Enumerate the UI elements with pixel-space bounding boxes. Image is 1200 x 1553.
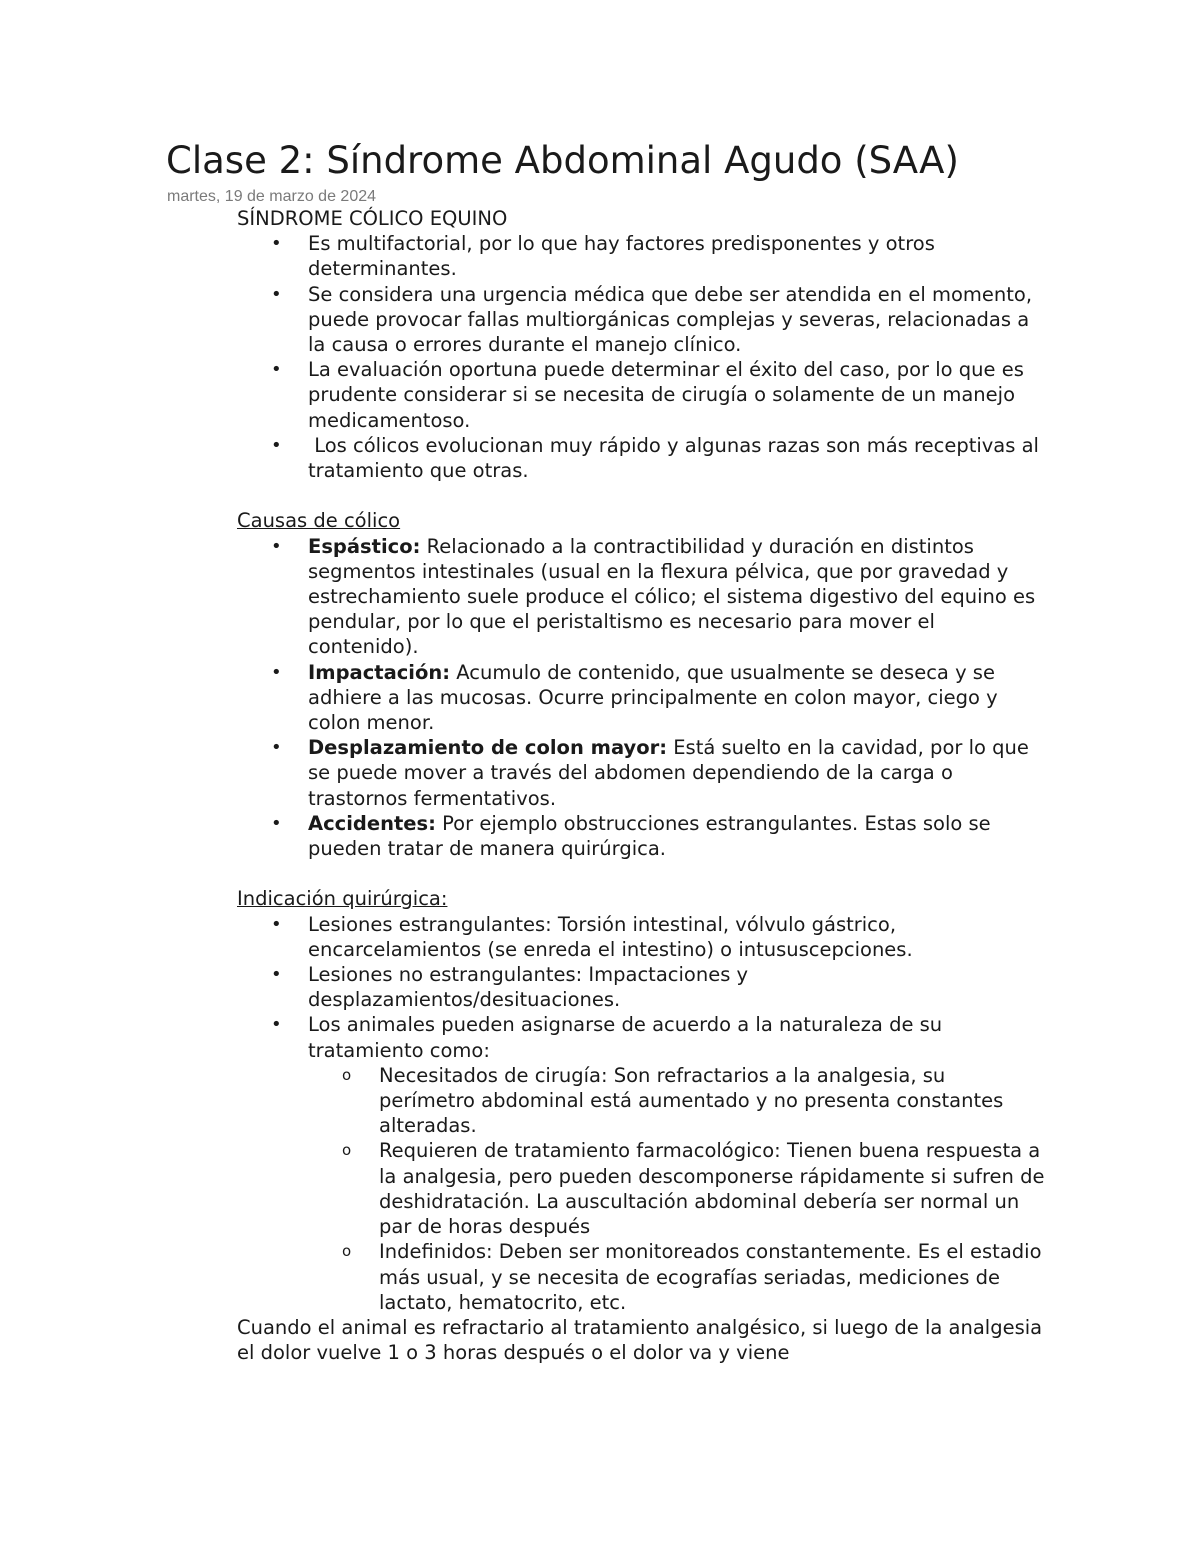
closing-paragraph: Cuando el animal es refractario al tratamiento analgésico, si luego de la analgesia el dolor vuelve 1 o 3 horas después o el dolor va y viene	[237, 1315, 1043, 1365]
blank-line	[237, 483, 1047, 508]
list-item	[237, 433, 1047, 483]
term-description: Acumulo de contenido, que usualmente se deseca y se adhiere a las mucosas. Ocurre principalmente en colon mayor, ciego y colon menor.	[308, 660, 998, 735]
bullet-icon: •	[271, 1014, 282, 1036]
list-item-text: Es multifactorial, por lo que hay factores predisponentes y otros determinantes.	[308, 232, 935, 281]
term-description: Por ejemplo obstrucciones estrangulantes. Estas solo se pueden tratar de manera quirúrgica.	[308, 811, 991, 861]
sub-list-item-text: Indefinidos: Deben ser monitoreados constantemente. Es el estadio más usual, y se necesita de ecografías seriadas, mediciones de lactato, hematocrito, etc.	[379, 1240, 1042, 1314]
list-item	[237, 1012, 1047, 1314]
bullet-icon: •	[271, 233, 282, 255]
bullet-icon: •	[271, 964, 282, 986]
section-heading-sindrome-colico: SÍNDROME CÓLICO EQUINO	[237, 207, 508, 230]
list-item-text: Los animales pueden asignarse de acuerdo a la naturaleza de su tratamiento como:	[308, 1013, 943, 1062]
sub-list-item	[308, 1138, 1047, 1239]
list-item	[237, 912, 1047, 962]
causas-list	[237, 534, 1047, 862]
bullet-icon: •	[271, 359, 282, 381]
term-label: Desplazamiento de colon mayor:	[308, 736, 668, 760]
list-item-text: Lesiones no estrangulantes: Impactaciones y desplazamientos/desituaciones.	[308, 963, 749, 1012]
list-item	[237, 962, 1047, 1012]
bullet-icon: •	[271, 661, 282, 683]
bullet-icon: •	[271, 434, 282, 456]
circle-bullet-icon: o	[342, 1065, 352, 1084]
term-label: Accidentes:	[308, 811, 436, 835]
circle-bullet-icon: o	[342, 1242, 352, 1261]
page-date: martes, 19 de marzo de 2024	[167, 188, 377, 205]
term-description: Relacionado a la contractibilidad y duración en distintos segmentos intestinales (usual en la flexura pélvica, que por gravedad y estrechamiento suele produce el cólico; el sistema digestivo del equino es pendular, por lo que el peristaltismo es necesario para mover el contenido).	[308, 534, 1036, 659]
section-heading-causas: Causas de cólico	[237, 509, 401, 533]
document-body	[237, 206, 1047, 1365]
circle-bullet-icon: o	[342, 1141, 352, 1160]
section-heading-indicacion: Indicación quirúrgica:	[237, 887, 448, 911]
list-item-text: Los cólicos evolucionan muy rápido y algunas razas son más receptivas al tratamiento que otras.	[308, 433, 1046, 483]
list-item-text: Se considera una urgencia médica que debe ser atendida en el momento, puede provocar fallas multiorgánicas complejas y severas, relacionadas a la causa o errores durante el manejo clínico.	[308, 282, 1033, 357]
bullet-icon: •	[271, 913, 282, 935]
list-item	[237, 660, 1047, 736]
list-item	[237, 231, 1047, 281]
sub-list-item-text: Necesitados de cirugía: Son refractarios a la analgesia, su perímetro abdominal está aumentado y no presenta constantes alteradas.	[379, 1063, 1004, 1138]
blank-line	[237, 861, 1047, 886]
sub-list-item	[308, 1063, 1047, 1139]
bullet-icon: •	[271, 812, 282, 834]
bullet-icon: •	[271, 283, 282, 305]
list-item	[237, 357, 1047, 433]
list-item	[237, 811, 1047, 861]
list-item-text: Lesiones estrangulantes: Torsión intestinal, vólvulo gástrico, encarcelamientos (se enreda el intestino) o intususcepciones.	[308, 912, 913, 961]
page-title: Clase 2: Síndrome Abdominal Agudo (SAA)	[166, 139, 959, 182]
term-label: Impactación:	[308, 660, 451, 684]
list-item	[237, 735, 1047, 811]
list-item	[237, 282, 1047, 358]
subbullet-list	[308, 1063, 1047, 1315]
bullet-icon: •	[271, 535, 282, 557]
sub-list-item-text: Requieren de tratamiento farmacológico: Tienen buena respuesta a la analgesia, pero pueden descomponerse rápidamente si sufren de deshidratación. La auscultación abdominal debería ser normal un par de horas después	[379, 1139, 1045, 1239]
indicacion-list	[237, 912, 1047, 1315]
sub-list-item	[308, 1239, 1047, 1315]
sindrome-colico-list	[237, 231, 1047, 483]
bullet-icon: •	[271, 737, 282, 759]
list-item	[237, 534, 1047, 660]
term-description: Está suelto en la cavidad, por lo que se puede mover a través del abdomen dependiendo de la carga o trastornos fermentativos.	[308, 736, 1029, 810]
term-label: Espástico:	[308, 534, 421, 558]
list-item-text: La evaluación oportuna puede determinar el éxito del caso, por lo que es prudente considerar si se necesita de cirugía o solamente de un manejo medicamentoso.	[308, 358, 1024, 432]
